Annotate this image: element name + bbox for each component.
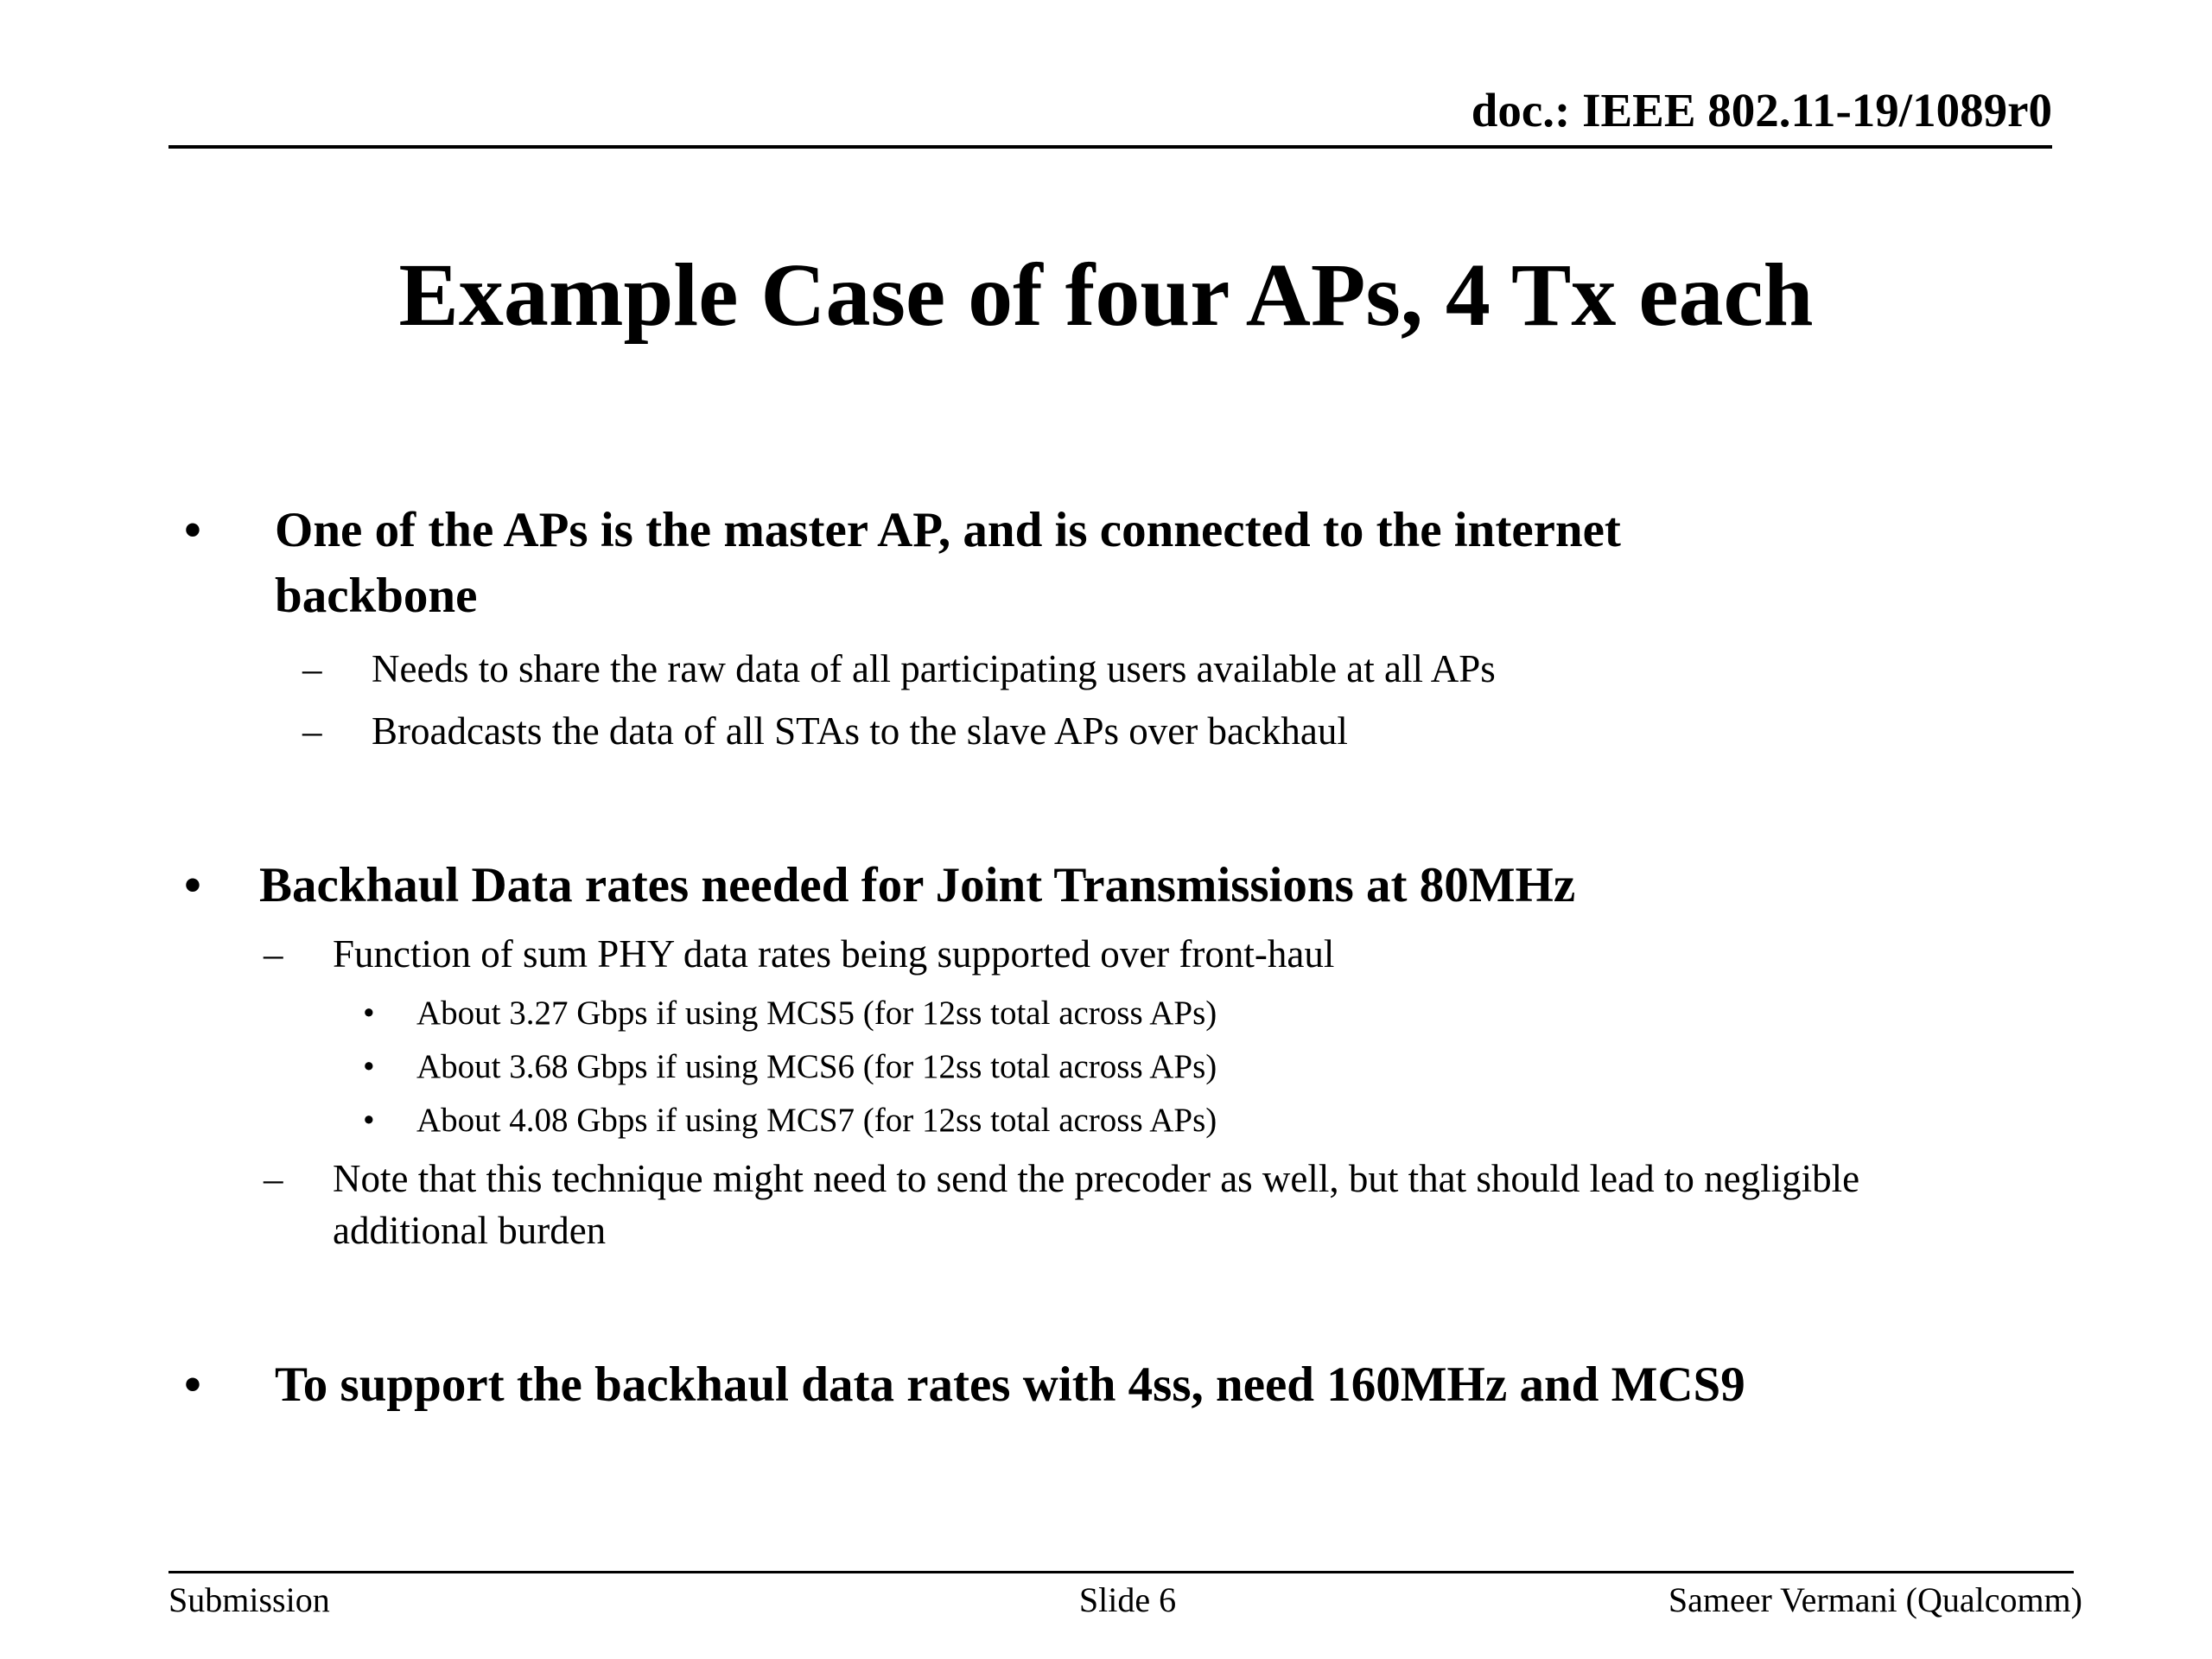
footer-author: Sameer Vermani (Qualcomm) [1668,1580,2082,1619]
sub-bullet-marker: – [264,1157,283,1200]
sub-sub-bullet-marker: • [363,995,375,1032]
sub-sub-bullet-mcs5: About 3.27 Gbps if using MCS5 (for 12ss total across APs) [416,995,1217,1032]
sub-bullet-marker: – [264,932,283,976]
bullet-marker: • [184,1357,201,1412]
footer-divider [168,1571,2074,1573]
bullet-3: To support the backhaul data rates with 4ss, need 160MHz and MCS9 [275,1357,1745,1412]
sub-bullet-2-2-line-2: additional burden [333,1209,607,1252]
sub-sub-bullet-marker: • [363,1102,375,1139]
bullet-1-line-2: backbone [275,569,478,623]
sub-sub-bullet-marker: • [363,1048,375,1085]
sub-bullet-2-2-line-1: Note that this technique might need to send the precoder as well, but that should lead to negligible [333,1157,1860,1200]
sub-bullet-1-1: Needs to share the raw data of all participating users available at all APs [372,647,1496,690]
sub-bullet-2-1: Function of sum PHY data rates being supported over front-haul [333,932,1335,976]
header-divider [168,145,2052,149]
footer-submission: Submission [168,1580,330,1619]
sub-bullet-1-2: Broadcasts the data of all STAs to the slave APs over backhaul [372,709,1348,753]
document-id: doc.: IEEE 802.11-19/1089r0 [1471,84,2052,137]
bullet-2: Backhaul Data rates needed for Joint Transmissions at 80MHz [259,858,1576,912]
footer-slide-number: Slide 6 [1078,1580,1177,1619]
bullet-1-line-1: One of the APs is the master AP, and is connected to the internet [275,503,1621,557]
sub-sub-bullet-mcs6: About 3.68 Gbps if using MCS6 (for 12ss total across APs) [416,1048,1217,1085]
sub-bullet-marker: – [302,647,322,690]
bullet-marker: • [184,503,201,557]
sub-bullet-marker: – [302,709,322,753]
sub-sub-bullet-mcs7: About 4.08 Gbps if using MCS7 (for 12ss total across APs) [416,1102,1217,1139]
slide-title: Example Case of four APs, 4 Tx each [398,245,1814,345]
bullet-marker: • [184,858,201,912]
